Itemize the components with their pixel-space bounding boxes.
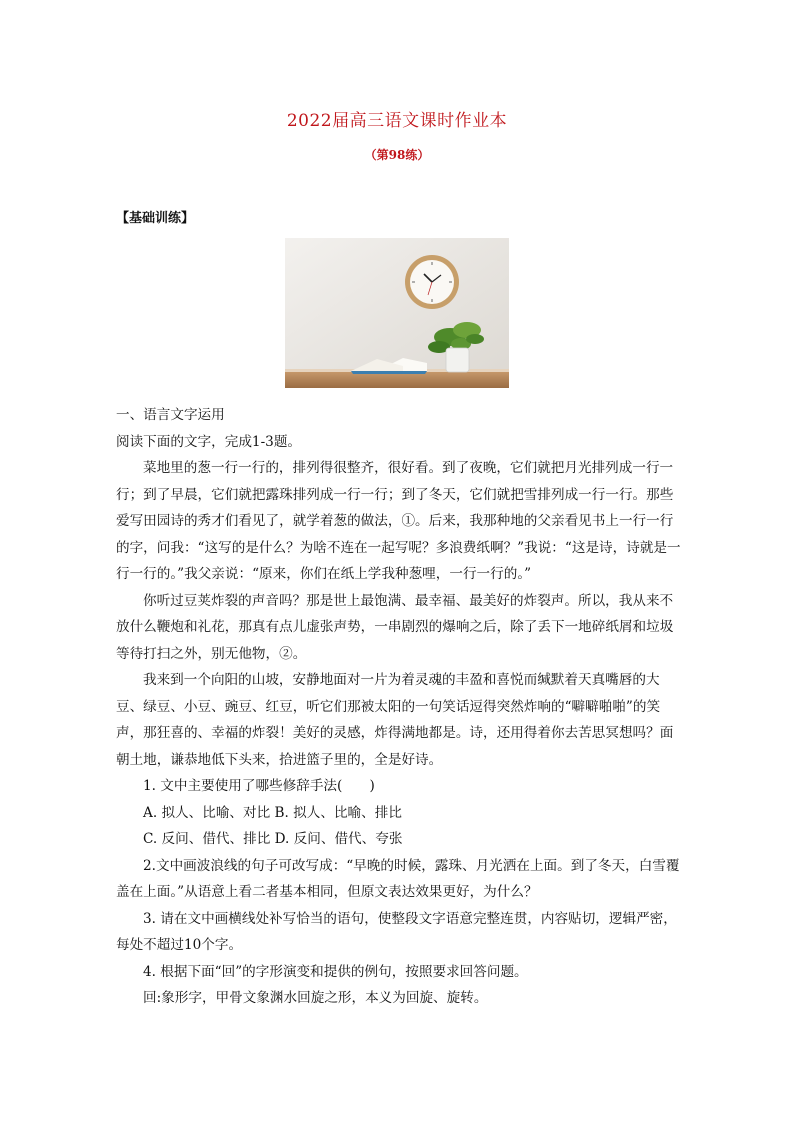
question-text: 回:象形字，甲骨文象渊水回旋之形，本义为回旋、旋转。 <box>143 990 488 1006</box>
question-option: A. 拟人、比喻、对比 B. 拟人、比喻、排比 <box>143 804 402 821</box>
page-title: 2022届高三语文课时作业本 <box>286 111 508 131</box>
question: 1. 文中主要使用了哪些修辞手法( ) <box>143 778 375 794</box>
question-option: C. 反问、借代、排比 D. 反问、借代、夸张 <box>143 831 403 847</box>
paragraph: 你听过豆荚炸裂的声音吗？那是世上最饱满、最幸福、最美好的炸裂声。所以，我从来不放什么鞭炮和礼花，那真有点儿虚张声势，一串剧烈的爆响之后，除了丢下一地碎纸屑和垃圾等待打扫之外，别无他物，②。 <box>116 592 674 662</box>
question: 2.文中画波浪线的句子可改写成：“早晚的时候，露珠、月光洒在上面。到了冬天，白雪覆盖在上面。”从语意上看二者基本相同，但原文表达效果更好，为什么？ <box>116 857 680 900</box>
question: 4. 根据下面“回”的字形演变和提供的例句，按照要求回答问题。 <box>143 963 528 980</box>
question: 3. 请在文中画横线处补写恰当的语句，使整段文字语意完整连贯，内容贴切，逻辑严密，每处不超过10个字。 <box>116 910 677 953</box>
clock-plant-book-photo <box>285 238 509 388</box>
article-body <box>116 402 684 1012</box>
paragraph: 我来到一个向阳的山坡，安静地面对一片为着灵魂的丰盈和喜悦而缄默着天真嘴唇的大豆、绿豆、小豆、豌豆、红豆，听它们那被太阳的一句笑话逗得突然炸响的“噼噼啪啪”的笑声，那狂喜的、幸福的炸裂！美好的灵感，炸得满地都是。诗，还用得着你去苦思冥想吗？面朝土地，谦恭地低下头来，拾进篮子里的，全是好诗。 <box>116 672 674 768</box>
paragraph: 菜地里的葱一行一行的，排列得很整齐，很好看。到了夜晚，它们就把月光排列成一行一行；到了早晨，它们就把露珠排列成一行一行；到了冬天，它们就把雪排列成一行一行。那些爱写田园诗的秀才们看见了，就学着葱的做法，①。后来，我那种地的父亲看见书上一行一行的字，问我：“这写的是什么？为啥不连在一起写呢？多浪费纸啊？”我说：“这是诗，诗就是一行一行的。”我父亲说：“原来，你们在纸上学我种葱哩，一行一行的。” <box>116 460 681 582</box>
page-subtitle: （第98练） <box>364 148 430 162</box>
section-label: 【基础训练】 <box>116 211 195 226</box>
reading-instruction: 阅读下面的文字，完成1-3题。 <box>116 433 302 450</box>
section-heading: 一、语言文字运用 <box>116 407 225 423</box>
